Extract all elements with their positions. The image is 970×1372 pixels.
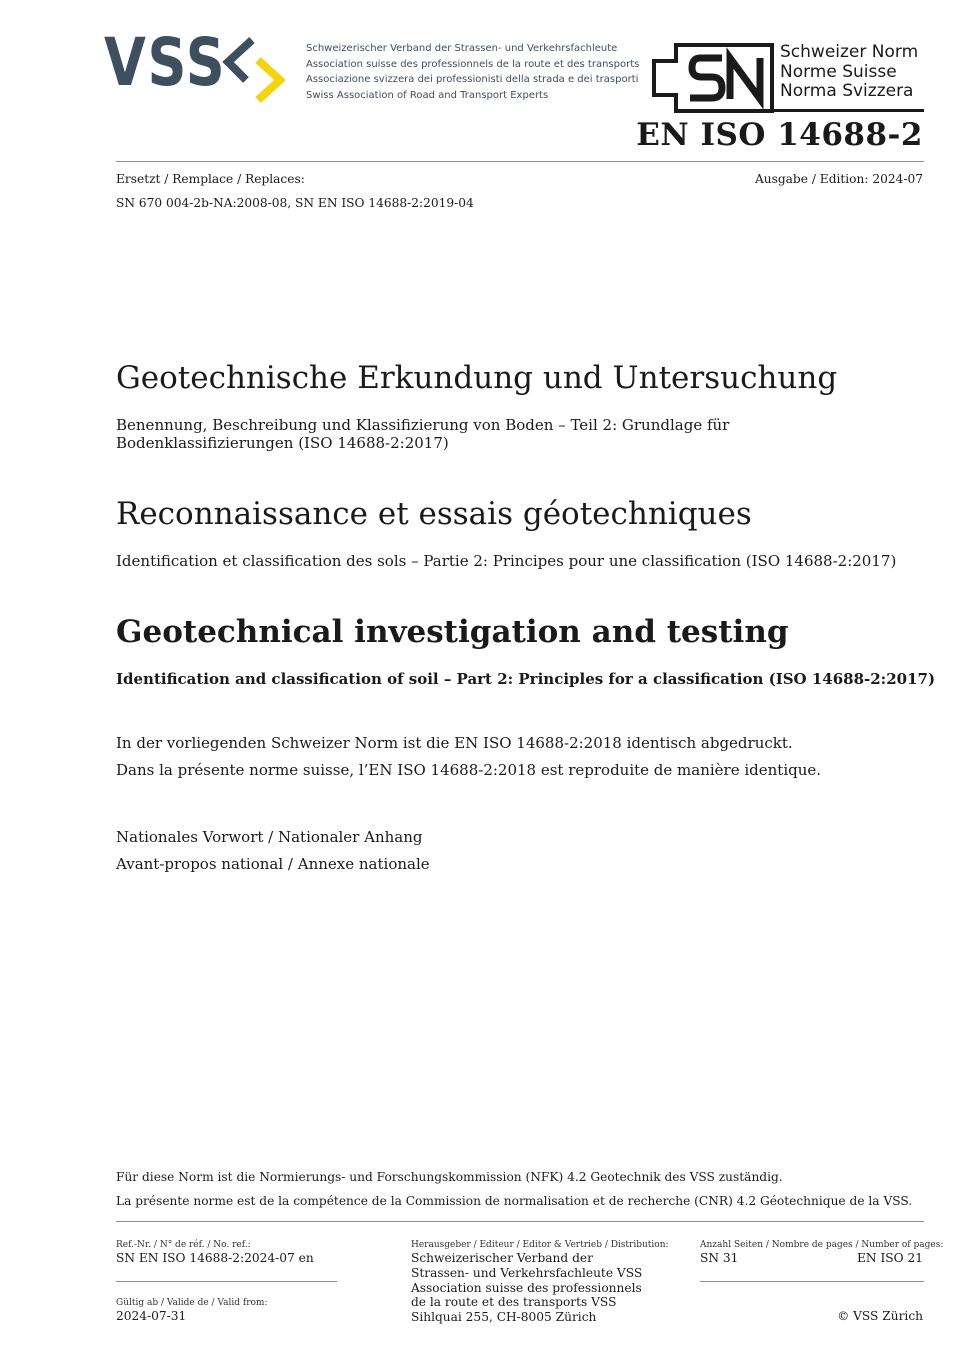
reference-value: SN EN ISO 14688-2:2024-07 en: [116, 1251, 314, 1265]
publisher-address: [411, 1251, 642, 1325]
valid-from-value: 2024-07-31: [116, 1309, 187, 1323]
publisher-line: de la route et des transports VSS: [411, 1295, 617, 1310]
page-count-divider: [700, 1281, 924, 1282]
footer-divider: [116, 1221, 924, 1222]
title-french: Reconnaissance et essais géotechniques: [116, 496, 752, 532]
committee-note-french: La présente norme est de la compétence de la Commission de normalisation et de recherche (CNR) 4.2 Géotechnique de la VSS.: [116, 1194, 913, 1208]
page-count-label: Anzahl Seiten / Nombre de pages / Number of pages:: [700, 1240, 944, 1250]
committee-note-german: Für diese Norm ist die Normierungs- und Forschungskommission (NFK) 4.2 Geotechnik des VSS zuständig.: [116, 1170, 783, 1184]
header-divider: [116, 161, 924, 162]
title-german: Geotechnische Erkundung und Untersuchung: [116, 360, 838, 396]
sn-name-fr: Norme Suisse: [780, 61, 897, 82]
page-count-en: EN ISO 21: [857, 1251, 923, 1265]
reprint-note-french: Dans la présente norme suisse, l’EN ISO 14688-2:2018 est reproduite de manière identique.: [116, 761, 822, 779]
publisher-line: Strassen- und Verkehrsfachleute VSS: [411, 1265, 643, 1280]
page-count-sn: SN 31: [700, 1251, 739, 1265]
vss-chevron-icon: [218, 34, 290, 106]
valid-from-label: Gültig ab / Valide de / Valid from:: [116, 1298, 268, 1308]
publisher-line: Association suisse des professionnels: [411, 1280, 642, 1295]
sn-logo-underline: [676, 109, 924, 112]
vss-org-line: Association suisse des professionnels de la route et des transports: [306, 58, 640, 70]
subtitle-french: Identification et classification des sols – Partie 2: Principes pour une classification (ISO 14688-2:2017): [116, 552, 897, 570]
vss-org-line: Swiss Association of Road and Transport Experts: [306, 89, 549, 101]
sn-norm-names: [780, 43, 918, 102]
title-english: Geotechnical investigation and testing: [116, 614, 789, 650]
sn-name-de: Schweizer Norm: [780, 42, 919, 62]
vss-logo-text: VSS: [104, 24, 227, 101]
vss-org-line: Schweizerischer Verband der Strassen- und Verkehrsfachleute: [306, 43, 618, 54]
standard-number: EN ISO 14688-2: [636, 117, 923, 153]
copyright: © VSS Zürich: [837, 1309, 923, 1323]
national-annex-german: Nationales Vorwort / Nationaler Anhang: [116, 828, 423, 846]
publisher-label: Herausgeber / Editeur / Editor & Vertrieb / Distribution:: [411, 1240, 669, 1250]
subtitle-german: Benennung, Beschreibung und Klassifizierung von Boden – Teil 2: Grundlage für Bodenklassifizierungen (ISO 14688-2:2017): [116, 416, 730, 452]
national-annex-french: Avant-propos national / Annexe nationale: [116, 855, 430, 873]
vss-org-line: Associazione svizzera dei professionisti della strada e dei trasporti: [306, 74, 639, 86]
vss-organization-names: [306, 41, 639, 103]
reprint-note-german: In der vorliegenden Schweizer Norm ist die EN ISO 14688-2:2018 identisch abgedruckt.: [116, 734, 793, 752]
sn-name-it: Norma Svizzera: [780, 81, 914, 101]
publisher-line: Schweizerischer Verband der: [411, 1251, 593, 1265]
publisher-line: Sihlquai 255, CH-8005 Zürich: [411, 1310, 597, 1325]
replaces-value: SN 670 004-2b-NA:2008-08, SN EN ISO 14688-2:2019-04: [116, 196, 474, 210]
sn-swiss-cross-logo-icon: [650, 42, 776, 114]
reference-divider: [116, 1281, 337, 1282]
replaces-label: Ersetzt / Remplace / Replaces:: [116, 172, 305, 186]
edition-date: Ausgabe / Edition: 2024-07: [754, 172, 923, 186]
subtitle-english: Identification and classification of soil – Part 2: Principles for a classification (ISO 14688-2:2017): [116, 670, 936, 688]
reference-label: Ref.-Nr. / N° de réf. / No. ref.:: [116, 1240, 251, 1250]
